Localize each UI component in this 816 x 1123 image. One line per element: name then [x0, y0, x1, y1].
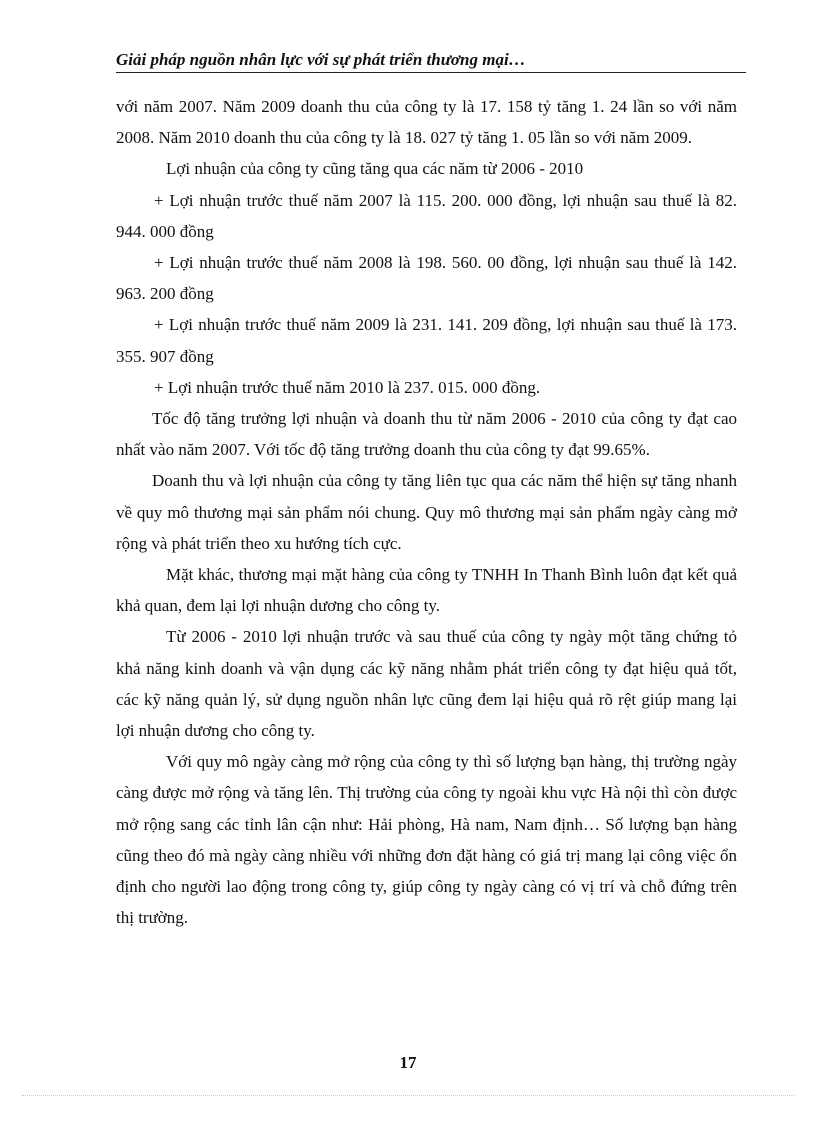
header-title: Giải pháp nguồn nhân lực với sự phát triển thương mại…	[116, 50, 526, 69]
profit-item-2008: + Lợi nhuận trước thuế năm 2008 là 198. 560. 00 đồng, lợi nhuận sau thuế là 142. 963. 200 đồng	[116, 253, 737, 304]
page-header	[116, 48, 746, 73]
profit-item-2007: + Lợi nhuận trước thuế năm 2007 là 115. 200. 000 đồng, lợi nhuận sau thuế là 82. 944. 000 đồng	[116, 190, 737, 241]
profit-item-2009: + Lợi nhuận trước thuế năm 2009 là 231. 141. 209 đồng, lợi nhuận sau thuế là 173. 355. 907 đồng	[116, 315, 737, 366]
paragraph-business-capability: Từ 2006 - 2010 lợi nhuận trước và sau thuế của công ty ngày một tăng chứng tỏ khả năng kinh doanh và vận dụng các kỹ năng nhằm phát triển công ty đạt hiệu quả tốt, các kỹ năng quản lý, sử dụng nguồn nhân lực cũng đem lại hiệu quả rõ rệt giúp mang lại lợi nhuận dương cho công ty.	[116, 627, 737, 741]
paragraph-scale-growth: Doanh thu và lợi nhuận của công ty tăng liên tục qua các năm thể hiện sự tăng nhanh về quy mô thương mại sản phẩm nói chung. Quy mô thương mại sản phẩm ngày càng mở rộng và phát triển theo xu hướng tích cực.	[116, 471, 737, 553]
profit-item-2010: + Lợi nhuận trước thuế năm 2010 là 237. 015. 000 đồng.	[154, 377, 541, 397]
paragraph-profit-intro: Lợi nhuận của công ty cũng tăng qua các năm từ 2006 - 2010	[166, 159, 584, 179]
footer-divider	[22, 1095, 794, 1096]
document-body	[116, 91, 737, 933]
paragraph-revenue-continued: với năm 2007. Năm 2009 doanh thu của công ty là 17. 158 tỷ tăng 1. 24 lần so với năm 2008. Năm 2010 doanh thu của công ty là 18. 027 tỷ tăng 1. 05 lần so với năm 2009.	[116, 97, 737, 148]
paragraph-trade-results: Mặt khác, thương mại mặt hàng của công ty TNHH In Thanh Bình luôn đạt kết quả khả quan, đem lại lợi nhuận dương cho công ty.	[116, 565, 737, 616]
paragraph-growth-rate: Tốc độ tăng trưởng lợi nhuận và doanh thu từ năm 2006 - 2010 của công ty đạt cao nhất vào năm 2007. Với tốc độ tăng trưởng doanh thu của công ty đạt 99.65%.	[116, 409, 737, 460]
page-number: 17	[399, 1053, 417, 1072]
paragraph-market-expansion: Với quy mô ngày càng mở rộng của công ty thì số lượng bạn hàng, thị trường ngày càng được mở rộng và tăng lên. Thị trường của công ty ngoài khu vực Hà nội thì còn được mở rộng sang các tỉnh lân cận như: Hải phòng, Hà nam, Nam định… Số lượng bạn hàng cũng theo đó mà ngày càng nhiều với những đơn đặt hàng có giá trị mang lại công việc ổn định cho người lao động trong công ty, giúp công ty ngày càng có vị trí và chỗ đứng trên thị trường.	[116, 752, 737, 928]
